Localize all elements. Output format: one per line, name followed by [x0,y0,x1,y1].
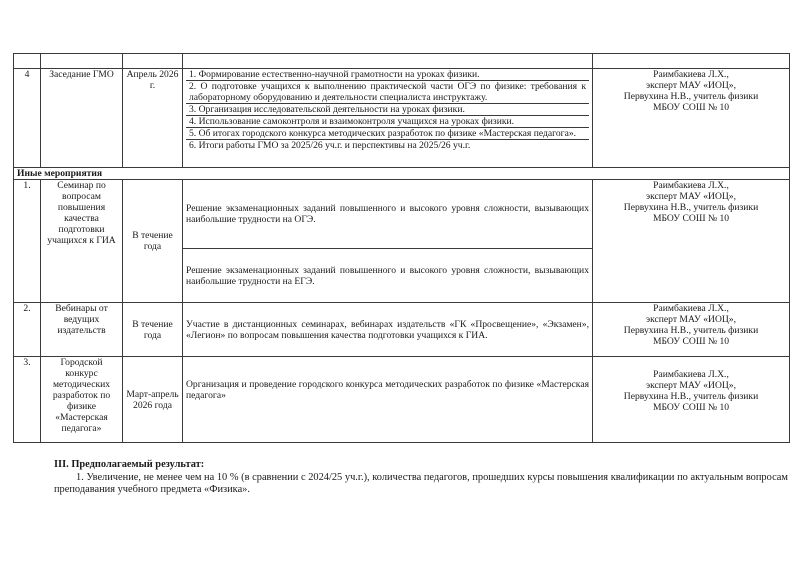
cell-num: 3. [14,357,41,443]
cell-responsible [593,69,790,168]
responsible-line: Раимбакиева Л.Х., [653,180,729,191]
cell-date: Март-апрель 2026 года [123,357,183,443]
responsible-line: Первухина Н.В., учитель физики [623,391,759,402]
cell-responsible [593,303,790,357]
responsible-line: эксперт МАУ «ИОЦ», [645,80,737,91]
cell-num: 1. [14,180,41,303]
section-heading-row [14,168,790,180]
expected-result-section [54,459,788,497]
cell-date: В течение года [123,303,183,357]
event-plan-table [13,53,790,443]
cell-date: Апрель 2026 г. [123,69,183,168]
cell-num [14,54,41,69]
responsible-line: МБОУ СОШ № 10 [652,213,730,224]
agenda-item: 6. Итоги работы ГМО за 2025/26 уч.г. и перспективы на 2025/26 уч.г. [189,140,471,151]
cell-num: 4 [14,69,41,168]
table-row-seminar [14,180,790,249]
agenda-item: 4. Использование самоконтроля и взаимоконтроля учащихся на уроках физики. [186,116,589,128]
cell-name: Заседание ГМО [41,69,123,168]
responsible-line: Первухина Н.В., учитель физики [623,91,759,102]
cell-responsible [593,180,790,303]
cell-responsible [593,357,790,443]
result-paragraph: 1. Увеличение, не менее чем на 10 % (в сравнении с 2024/25 уч.г.), количества педагогов, прошедших курсы повышения квалификации по актуальным вопросам преподавания учебного предмета «Физика». [54,471,788,495]
responsible-line: Раимбакиева Л.Х., [653,369,729,380]
responsible-line: МБОУ СОШ № 10 [652,102,730,113]
agenda-item: 2. О подготовке учащихся к выполнению практической части ОГЭ по физике: требования к лабораторному оборудованию и деятельности специалиста инструктажу. [186,81,589,104]
cell-content: Решение экзаменационных заданий повышенного и высокого уровня сложности, вызывающих наибольшие трудности на ЕГЭ. [183,249,593,303]
cell-agenda [183,69,593,168]
responsible-line: эксперт МАУ «ИОЦ», [645,380,737,391]
cell-content [183,54,593,69]
responsible-line: МБОУ СОШ № 10 [652,402,730,413]
cell-name: Семинар по вопросам повышения качества подготовки учащихся к ГИА [41,180,123,303]
responsible-line: Первухина Н.В., учитель физики [623,202,759,213]
table-row-contest [14,357,790,443]
cell-name: Вебинары от ведущих издательств [41,303,123,357]
cell-date: В течение года [123,180,183,303]
responsible-line: Раимбакиева Л.Х., [653,303,729,314]
cell-content: Организация и проведение городского конкурса методических разработок по физике «Мастерская педагога» [183,357,593,443]
agenda-item: 1. Формирование естественно-научной грамотности на уроках физики. [186,69,589,81]
agenda-item: 3. Организация исследовательской деятельности на уроках физики. [186,104,589,116]
cell-date [123,54,183,69]
responsible-line: эксперт МАУ «ИОЦ», [645,191,737,202]
agenda-item: 5. Об итогах городского конкурса методических разработок по физике «Мастерская педагога». [186,128,589,140]
cell-name: Городской конкурс методических разработок по физике «Мастерская педагога» [41,357,123,443]
cell-responsible [593,54,790,69]
responsible-line: эксперт МАУ «ИОЦ», [645,314,737,325]
cell-content: Участие в дистанционных семинарах, вебинарах издательств «ГК «Просвещение», «Экзамен», «Легион» по вопросам повышения качества подготовки учащихся к ГИА. [183,303,593,357]
table-row-gmo [14,69,790,168]
cell-name [41,54,123,69]
cell-num: 2. [14,303,41,357]
table-row-continued [14,54,790,69]
table-row-webinars [14,303,790,357]
cell-content: Решение экзаменационных заданий повышенного и высокого уровня сложности, вызывающих наибольшие трудности на ОГЭ. [183,180,593,249]
section-title: III. Предполагаемый результат: [54,459,205,470]
responsible-line: МБОУ СОШ № 10 [652,336,730,347]
responsible-line: Первухина Н.В., учитель физики [623,325,759,336]
responsible-line: Раимбакиева Л.Х., [653,69,729,80]
section-heading: Иные мероприятия [14,168,790,180]
